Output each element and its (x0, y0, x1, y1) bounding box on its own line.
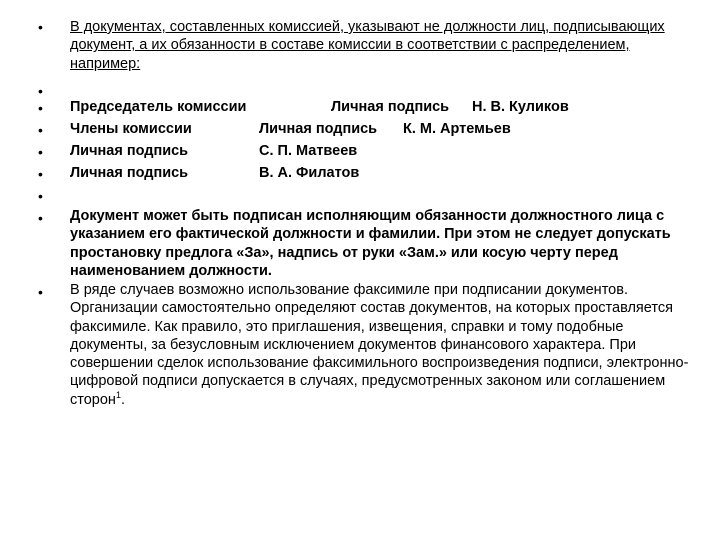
facsimile-text: В ряде случаев возможно использование факсимиле при подписании документов. Организации самостоятельно определяют состав документов, на которых проставляется факсимиле. Как правило, это приглашения, извещения, справки и тому подобные документы, за безусловным исключением документов финансового характера. При совершении сделок использование факсимильного воспроизведения подписи, электронно-цифровой подписи допускается в случаях, предусмотренных законом или соглашением сторон (70, 282, 689, 408)
signature-name: Н. В. Куликов (472, 99, 569, 115)
signature-row-matveev (70, 141, 690, 161)
signature-name: С. П. Матвеев (259, 143, 358, 159)
signature-label: Личная подпись (70, 165, 189, 181)
intro-paragraph: В документах, составленных комиссией, указывают не должности лиц, подписывающих документ, а их обязанности в составе комиссии в соответствии с распределением, например: (70, 19, 665, 72)
signature-row-filatov (70, 163, 690, 183)
signature-row-chairman (70, 97, 690, 117)
bullet-9: • (38, 284, 43, 300)
bullet-6: • (38, 166, 43, 182)
bullet-3: • (38, 100, 43, 116)
bullet-5: • (38, 144, 43, 160)
signature-name: К. М. Артемьев (403, 121, 511, 137)
acting-signature-paragraph: Документ может быть подписан исполняющим обязанности должностного лица с указанием его фактической должности и фамилии. При этом не следует допускать простановку предлога «За», надпись от руки «Зам.» или косую черту перед наименованием должности. (70, 208, 671, 279)
signature-row-members (70, 119, 690, 139)
signature-role: Председатель комиссии (70, 99, 247, 115)
signature-label: Личная подпись (259, 121, 378, 137)
facsimile-paragraph (70, 281, 690, 409)
signature-label: Личная подпись (331, 99, 450, 115)
bullet-2: • (38, 83, 43, 99)
bullet-8: • (38, 210, 43, 226)
signature-label: Личная подпись (70, 143, 189, 159)
signature-name: В. А. Филатов (259, 165, 360, 181)
footnote-period: . (120, 391, 125, 408)
bullet-7: • (38, 188, 43, 204)
bullet-4: • (38, 122, 43, 138)
bullet-1: • (38, 19, 43, 35)
footnote-mark: 1 (115, 389, 121, 400)
signature-role: Члены комиссии (70, 121, 192, 137)
